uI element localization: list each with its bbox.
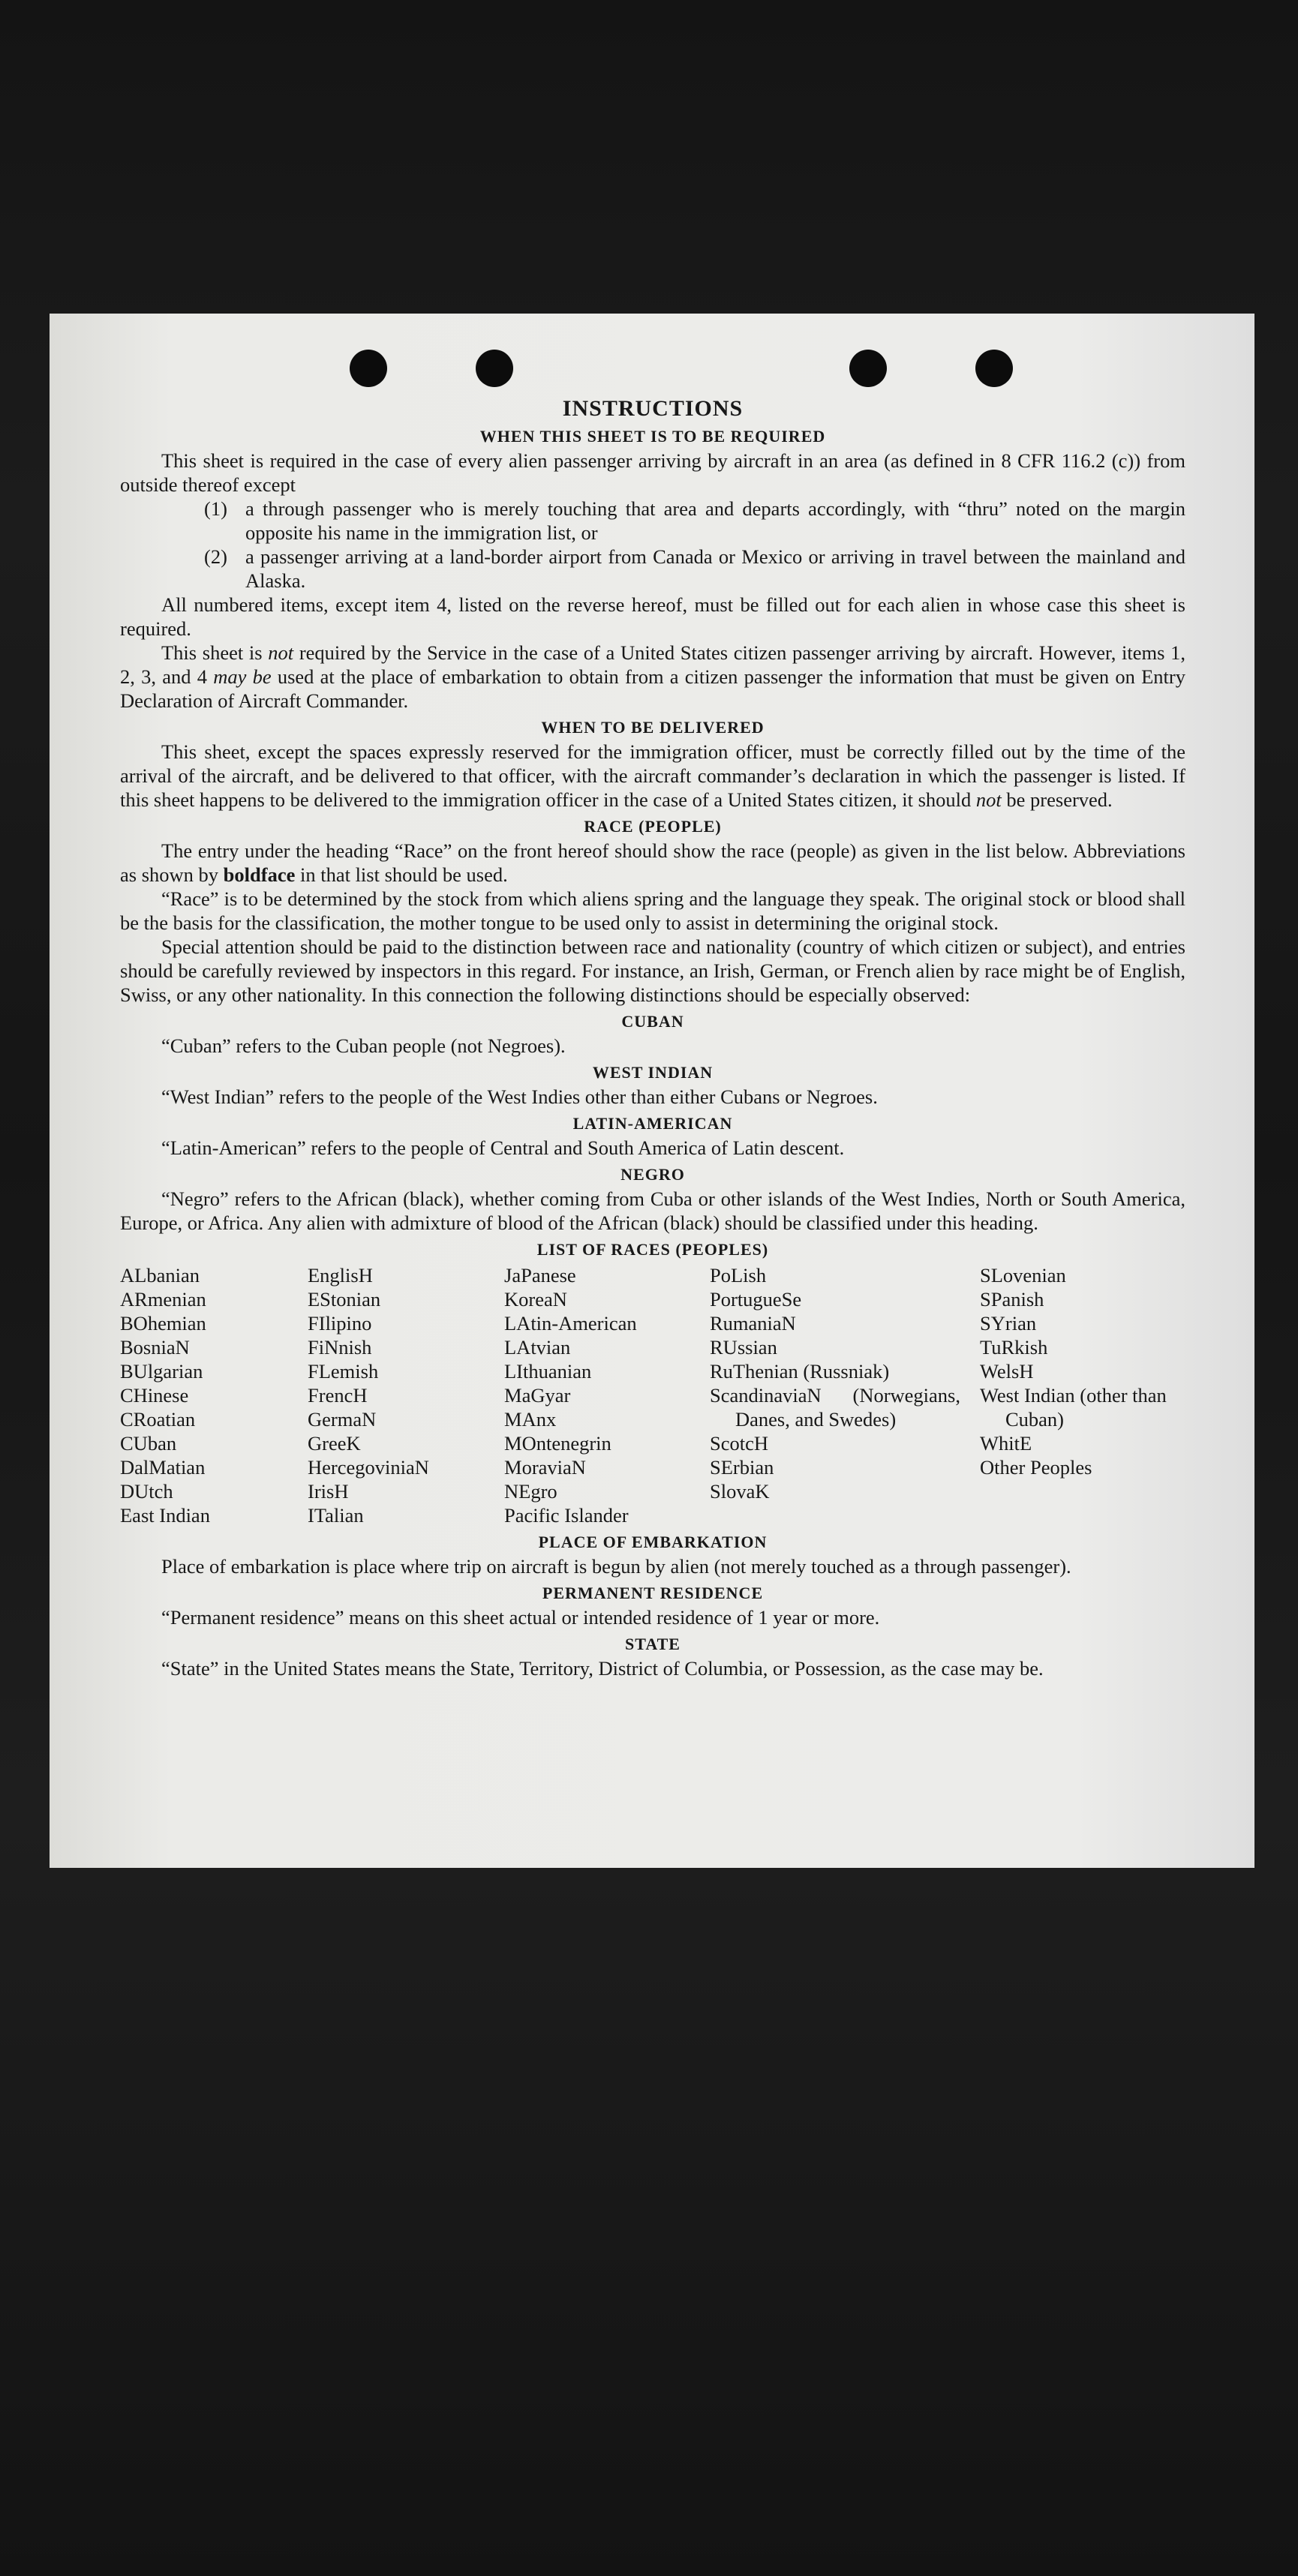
delivered-text-a: This sheet, except the spaces expressly reserved for the immigration officer, must be correctly filled out by the time of the arrival of the aircraft, and be delivered to that officer, with the aircraft commander’s declaration in which the passenger is listed. If this sheet happens to be delivered to the immigration officer in the case of a United States citizen, it should <box>120 740 1185 811</box>
race-entry: MOntenegrin <box>504 1432 611 1455</box>
race-entry: SPanish <box>980 1288 1044 1311</box>
race-entry: CRoatian <box>120 1408 196 1431</box>
race-entry: DalMatian <box>120 1456 206 1479</box>
exception-text: a through passenger who is merely touching that area and departs accordingly, with “thru” noted on the margin opposite his name in the immigration list, or <box>245 497 1185 544</box>
race-entry: CHinese <box>120 1384 189 1407</box>
race-entry: FrencH <box>308 1384 368 1407</box>
heading-state: STATE <box>625 1635 681 1653</box>
race-entry: NEgro <box>504 1480 557 1503</box>
heading-negro: NEGRO <box>620 1165 685 1184</box>
race-entry: WhitE <box>980 1432 1032 1455</box>
race-entry: KoreaN <box>504 1288 567 1311</box>
race-entry: RUssian <box>710 1336 777 1359</box>
state-definition: “State” in the United States means the State, Territory, District of Columbia, or Possession, as the case may be. <box>161 1657 1044 1680</box>
numbered-items-paragraph: All numbered items, except item 4, listed on the reverse hereof, must be filled out for each alien in whose case this sheet is required. <box>120 593 1185 640</box>
west-indian-definition: “West Indian” refers to the people of the West Indies other than either Cubans or Negroes. <box>161 1085 878 1108</box>
punch-hole <box>476 350 513 387</box>
race-entry: ScandinaviaN (Norwegians, Danes, and Swedes) <box>710 1384 960 1431</box>
race-entry: ALbanian <box>120 1264 200 1286</box>
race-entry: ScotcH <box>710 1432 769 1455</box>
exception-number: (2) <box>204 545 227 568</box>
punch-holes <box>50 350 1254 395</box>
race-entry: TuRkish <box>980 1336 1048 1359</box>
document-sheet <box>50 314 1254 1868</box>
race-entry: EnglisH <box>308 1264 373 1286</box>
race-entry: SLovenian <box>980 1264 1066 1286</box>
race-entry: Pacific Islander <box>504 1504 629 1527</box>
latin-american-definition: “Latin-American” refers to the people of Central and South America of Latin descent. <box>161 1136 845 1159</box>
race-entry: FIlipino <box>308 1312 372 1335</box>
exception-item-1 <box>120 497 1185 545</box>
race-entry: LIthuanian <box>504 1360 592 1383</box>
punch-hole <box>350 350 387 387</box>
exception-item-2 <box>120 545 1185 593</box>
race-entry: SYrian <box>980 1312 1037 1335</box>
race-entry: ARmenian <box>120 1288 206 1311</box>
citizen-text-a: This sheet is <box>161 641 263 664</box>
heading-west-indian: WEST INDIAN <box>592 1063 714 1082</box>
heading-when-required: WHEN THIS SHEET IS TO BE REQUIRED <box>479 427 826 446</box>
when-required-intro: This sheet is required in the case of every alien passenger arriving by aircraft in an area (as defined in 8 CFR 116.2 (c)) from outside thereof except <box>120 449 1185 496</box>
delivered-text-not: not <box>975 788 1002 811</box>
instructions-content <box>120 396 1185 1680</box>
race-text-b: in that list should be used. <box>299 863 508 886</box>
race-text-boldface: boldface <box>223 863 296 886</box>
page-title: INSTRUCTIONS <box>562 396 744 421</box>
citizen-paragraph <box>120 641 1185 713</box>
heading-when-delivered: WHEN TO BE DELIVERED <box>541 718 765 737</box>
citizen-text-b: required by the Service in the case of a United States citizen passenger arriving by aircraft. However, items 1, 2, 3, and 4 <box>120 641 1186 688</box>
races-column-2 <box>308 1263 504 1527</box>
races-table <box>120 1263 1185 1527</box>
race-entry: MoraviaN <box>504 1456 586 1479</box>
citizen-text-not: not <box>268 641 294 664</box>
race-entry: MAnx <box>504 1408 557 1431</box>
race-entry: SlovaK <box>710 1480 770 1503</box>
heading-list-of-races: LIST OF RACES (PEOPLES) <box>536 1240 769 1259</box>
negro-definition: “Negro” refers to the African (black), whether coming from Cuba or other islands of the West Indies, North or South America, Europe, or Africa. Any alien with admixture of blood of the African (black) should be classified under this heading. <box>120 1187 1185 1234</box>
race-entry: CUban <box>120 1432 177 1455</box>
race-entry: MaGyar <box>504 1384 571 1407</box>
heading-cuban: CUBAN <box>621 1012 684 1031</box>
place-of-embarkation-definition: Place of embarkation is place where trip on aircraft is begun by alien (not merely touched as a through passenger). <box>161 1555 1071 1578</box>
race-entry: BOhemian <box>120 1312 206 1335</box>
race-entry: LAtin-American <box>504 1312 637 1335</box>
heading-permanent-residence: PERMANENT RESIDENCE <box>542 1584 764 1602</box>
punch-hole <box>975 350 1013 387</box>
race-entry: RuThenian (Russniak) <box>710 1360 890 1383</box>
race-entry: BosniaN <box>120 1336 190 1359</box>
race-text-a: The entry under the heading “Race” on the front hereof should show the race (people) as given in the list below. Abbreviations as shown by <box>120 839 1185 886</box>
races-column-4 <box>710 1263 980 1527</box>
race-entry: LAtvian <box>504 1336 571 1359</box>
race-entry: ITalian <box>308 1504 364 1527</box>
race-paragraph-3: Special attention should be paid to the distinction between race and nationality (country of which citizen or subject), and entries should be carefully reviewed by inspectors in this regard. For instance, an Irish, German, or French alien by race might be of English, Swiss, or any other nationality. In this connection the following distinctions should be especially observed: <box>120 935 1185 1006</box>
race-entry: PoLish <box>710 1264 767 1286</box>
race-entry: FiNnish <box>308 1336 372 1359</box>
race-entry: JaPanese <box>504 1264 576 1286</box>
delivered-text-b: be preserved. <box>1006 788 1113 811</box>
race-entry: PortugueSe <box>710 1288 802 1311</box>
race-entry: WelsH <box>980 1360 1034 1383</box>
race-entry: DUtch <box>120 1480 173 1503</box>
races-column-1 <box>120 1263 308 1527</box>
race-entry: GreeK <box>308 1432 361 1455</box>
race-entry: West Indian (other than Cuban) <box>980 1384 1167 1431</box>
cuban-definition: “Cuban” refers to the Cuban people (not Negroes). <box>161 1034 566 1057</box>
race-entry: FLemish <box>308 1360 379 1383</box>
punch-hole <box>849 350 887 387</box>
races-column-5 <box>980 1263 1175 1527</box>
race-entry: East Indian <box>120 1504 210 1527</box>
races-column-3 <box>504 1263 710 1527</box>
race-entry: BUlgarian <box>120 1360 203 1383</box>
race-paragraph-1 <box>120 839 1185 887</box>
exception-number: (1) <box>204 497 227 520</box>
exception-text: a passenger arriving at a land-border airport from Canada or Mexico or arriving in travel between the mainland and Alaska. <box>245 545 1185 592</box>
race-entry: GermaN <box>308 1408 377 1431</box>
race-entry: SErbian <box>710 1456 774 1479</box>
heading-place-of-embarkation: PLACE OF EMBARKATION <box>538 1533 768 1551</box>
race-entry: Other Peoples <box>980 1456 1092 1479</box>
race-paragraph-2: “Race” is to be determined by the stock from which aliens spring and the language they speak. The original stock or blood shall be the basis for the classification, the mother tongue to be used only to assist in determining the original stock. <box>120 887 1185 934</box>
race-entry: HercegoviniaN <box>308 1456 429 1479</box>
race-entry: RumaniaN <box>710 1312 796 1335</box>
permanent-residence-definition: “Permanent residence” means on this sheet actual or intended residence of 1 year or more. <box>161 1606 880 1629</box>
when-delivered-paragraph <box>120 740 1185 812</box>
citizen-text-c: used at the place of embarkation to obtain from a citizen passenger the information that must be given on Entry Declaration of Aircraft Commander. <box>120 665 1185 712</box>
race-entry: IrisH <box>308 1480 349 1503</box>
citizen-text-maybe: may be <box>213 665 272 688</box>
race-entry: EStonian <box>308 1288 381 1311</box>
heading-race: RACE (PEOPLE) <box>584 817 722 836</box>
heading-latin-american: LATIN-AMERICAN <box>572 1114 733 1133</box>
